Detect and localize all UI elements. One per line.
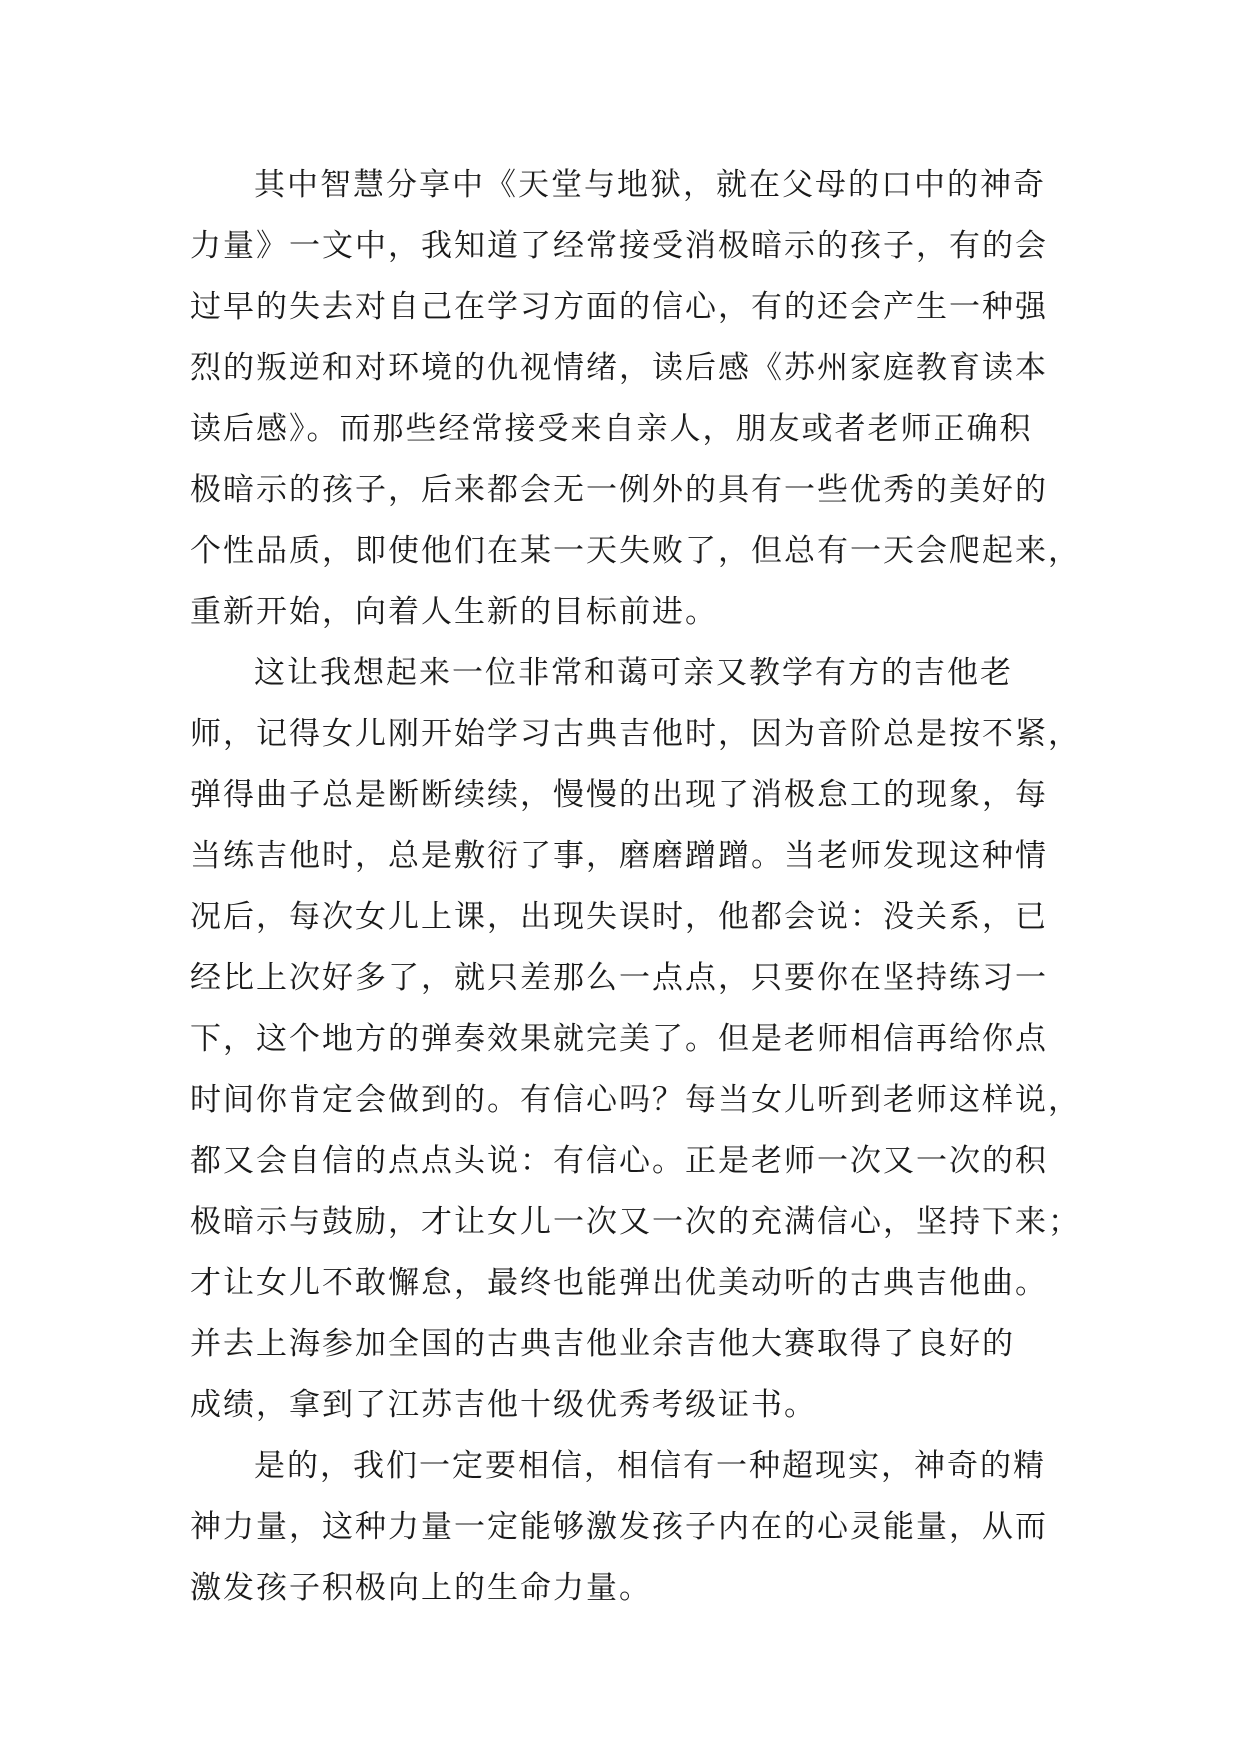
text-line: 过早的失去对自己在学习方面的信心，有的还会产生一种强 bbox=[190, 289, 1048, 325]
text-line: 极暗示的孩子，后来都会无一例外的具有一些优秀的美好的 bbox=[190, 472, 1048, 508]
text-line: 个性品质，即使他们在某一天失败了，但总有一天会爬起来， bbox=[190, 533, 1081, 569]
text-line: 弹得曲子总是断断续续，慢慢的出现了消极怠工的现象，每 bbox=[190, 777, 1048, 813]
paragraph-2 bbox=[190, 643, 1081, 1436]
text-line: 成绩，拿到了江苏吉他十级优秀考级证书。 bbox=[190, 1387, 817, 1423]
text-line: 下，这个地方的弹奏效果就完美了。但是老师相信再给你点 bbox=[190, 1021, 1048, 1057]
paragraph-3 bbox=[190, 1436, 1050, 1619]
text-line: 极暗示与鼓励，才让女儿一次又一次的充满信心，坚持下来； bbox=[190, 1204, 1081, 1240]
document-body bbox=[190, 155, 1081, 1619]
text-line: 神力量，这种力量一定能够激发孩子内在的心灵能量，从而 bbox=[190, 1509, 1048, 1545]
text-line: 激发孩子积极向上的生命力量。 bbox=[190, 1570, 652, 1606]
text-line: 师，记得女儿刚开始学习古典吉他时，因为音阶总是按不紧， bbox=[190, 716, 1081, 752]
text-line: 烈的叛逆和对环境的仇视情绪，读后感《苏州家庭教育读本 bbox=[190, 350, 1048, 386]
text-line: 当练吉他时，总是敷衍了事，磨磨蹭蹭。当老师发现这种情 bbox=[190, 838, 1048, 874]
text-line: 况后，每次女儿上课，出现失误时，他都会说：没关系，已 bbox=[190, 899, 1048, 935]
paragraph-1 bbox=[190, 155, 1081, 643]
text-line: 这让我想起来一位非常和蔼可亲又教学有方的吉他老 bbox=[254, 655, 1013, 691]
text-line: 都又会自信的点点头说：有信心。正是老师一次又一次的积 bbox=[190, 1143, 1048, 1179]
text-line: 时间你肯定会做到的。有信心吗？每当女儿听到老师这样说， bbox=[190, 1082, 1081, 1118]
text-line: 是的，我们一定要相信，相信有一种超现实，神奇的精 bbox=[254, 1448, 1046, 1484]
text-line: 力量》一文中，我知道了经常接受消极暗示的孩子，有的会 bbox=[190, 228, 1048, 264]
text-line: 才让女儿不敢懈怠，最终也能弹出优美动听的古典吉他曲。 bbox=[190, 1265, 1048, 1301]
text-line: 经比上次好多了，就只差那么一点点，只要你在坚持练习一 bbox=[190, 960, 1048, 996]
text-line: 其中智慧分享中《天堂与地狱，就在父母的口中的神奇 bbox=[254, 167, 1046, 203]
text-line: 重新开始，向着人生新的目标前进。 bbox=[190, 594, 718, 630]
text-line: 读后感》。而那些经常接受来自亲人，朋友或者老师正确积 bbox=[190, 411, 1033, 447]
text-line: 并去上海参加全国的古典吉他业余吉他大赛取得了良好的 bbox=[190, 1326, 1015, 1362]
